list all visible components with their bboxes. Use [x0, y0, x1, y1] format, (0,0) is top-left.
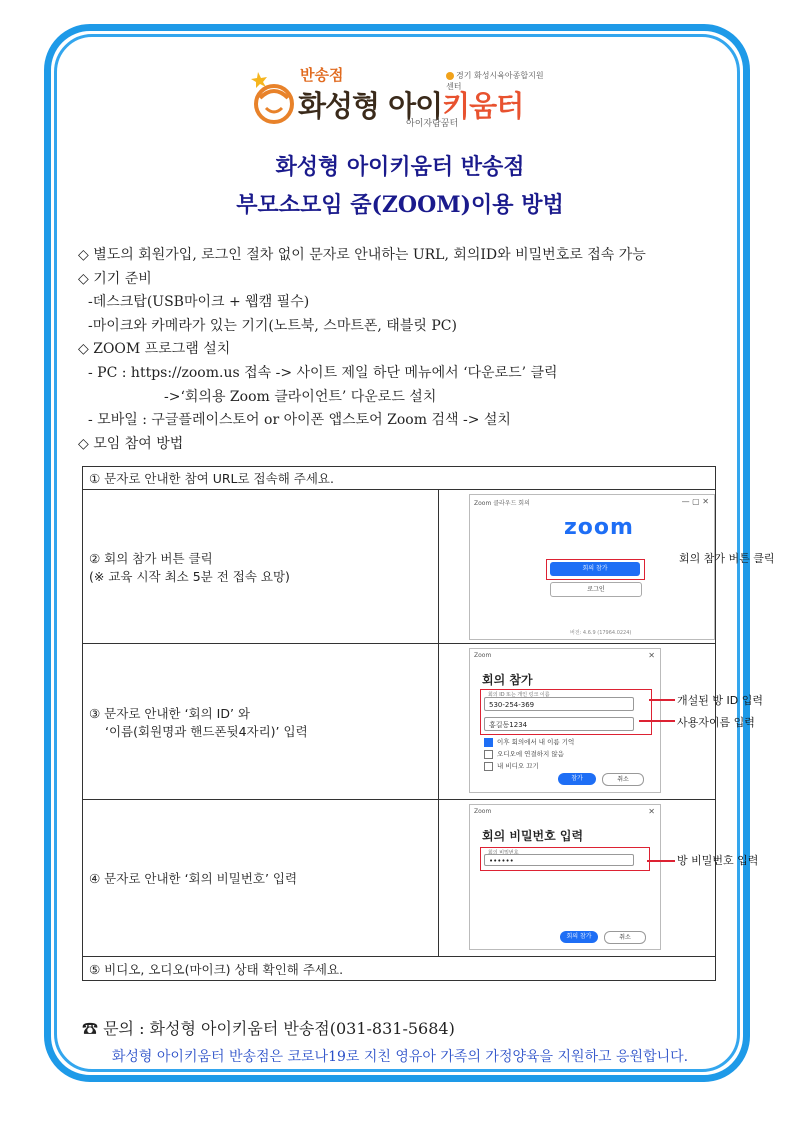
- arrow-icon: [647, 860, 675, 862]
- zoom-start-window: Zoom 클라우드 회의 — ▢ ✕ zoom 회의 참가 로그인 버전: 4.6.9 (17964.0224): [469, 494, 715, 640]
- contact-info: ☎ 문의 : 화성형 아이키움터 반송점(031-831-5684): [82, 1019, 455, 1038]
- page-subtitle: 부모소모임 줌(ZOOM)이용 방법: [236, 192, 564, 218]
- step-4-screenshot: [439, 800, 759, 957]
- cancel-button[interactable]: 취소: [604, 931, 646, 944]
- line-mobile-device: -마이크와 카메라가 있는 기기(노트북, 스마트폰, 태블릿 PC): [88, 317, 457, 334]
- center-name: 경기 화성시육아종합지원센터: [446, 71, 544, 91]
- step-row-5: [83, 957, 716, 981]
- step-5: ⑤ 비디오, 오디오(마이크) 상태 확인해 주세요.: [83, 957, 716, 981]
- zoom-logo: zoom: [564, 515, 634, 540]
- line-desktop: -데스크탑(USB마이크 + 웹캠 필수): [88, 294, 310, 311]
- cancel-button[interactable]: 취소: [602, 773, 644, 786]
- logo-sub: 아이자람꿈터: [406, 119, 459, 129]
- callout-id: 개설된 방 ID 입력: [677, 694, 763, 707]
- close-icon: ✕: [648, 807, 655, 816]
- line-install-heading: ◇ ZOOM 프로그램 설치: [78, 341, 231, 358]
- step-row-3: [83, 644, 716, 800]
- version-text: 버전: 4.6.9 (17964.0224): [570, 630, 632, 636]
- step-row-2: [83, 490, 716, 644]
- callout-password: 방 비밀번호 입력: [677, 854, 759, 867]
- step-4-text: ④ 문자로 안내한 ‘회의 비밀번호’ 입력: [83, 800, 439, 957]
- step-row-4: [83, 800, 716, 957]
- footer-message: 화성형 아이키움터 반송점은 코로나19로 지친 영유아 가족의 가정양육을 지원하고 응원합니다.: [111, 1049, 689, 1065]
- video-off-checkbox[interactable]: 내 비디오 끄기: [484, 761, 539, 771]
- step-3-screenshot: [439, 644, 763, 800]
- step-1: ① 문자로 안내한 참여 URL로 접속해 주세요.: [83, 467, 716, 490]
- callout-name: 사용자이름 입력: [677, 716, 755, 729]
- login-button[interactable]: 로그인: [550, 582, 642, 597]
- center-mark-icon: [446, 72, 454, 80]
- logo-branch: 반송점: [300, 66, 344, 84]
- close-icon: ✕: [648, 651, 655, 660]
- logo-name: 화성형 아이키움터: [298, 89, 524, 123]
- remember-name-checkbox[interactable]: 이후 회의에서 내 이름 기억: [484, 737, 574, 747]
- step-row-1: [83, 467, 716, 490]
- step-2-screenshot: [439, 490, 775, 644]
- child-face-icon: [250, 70, 296, 126]
- close-icon: — ▢ ✕: [681, 497, 709, 506]
- step-3-text: ③ 문자로 안내한 ‘회의 ID’ 와 ‘이름(회원명과 핸드폰뒷4자리)’ 입력: [83, 644, 439, 800]
- name-input[interactable]: 홍길동1234: [484, 717, 634, 731]
- line-pc-install: - PC : https://zoom.us 접속 -> 사이트 제일 하단 메뉴에서 ‘다운로드’ 클릭: [88, 364, 558, 381]
- line-join-heading: ◇ 모임 참여 방법: [78, 435, 184, 452]
- line-intro: ◇ 별도의 회원가입, 로그인 절차 없이 문자로 안내하는 URL, 회의ID와 비밀번호로 접속 가능: [78, 247, 646, 263]
- no-audio-checkbox[interactable]: 오디오에 연결하지 않음: [484, 749, 564, 759]
- zoom-password-window: Zoom ✕ 회의 비밀번호 입력 회의 비밀번호 •••••• 회의 참가 취소: [469, 804, 661, 950]
- join-meeting-button[interactable]: 회의 참가: [560, 931, 598, 943]
- join-button[interactable]: 참가: [558, 773, 596, 785]
- password-input[interactable]: ••••••: [484, 854, 634, 866]
- meeting-id-input[interactable]: 530-254-369: [484, 697, 634, 711]
- page-title: 화성형 아이키움터 반송점: [275, 154, 525, 180]
- center-logo: [248, 60, 548, 130]
- line-device-heading: ◇ 기기 준비: [78, 270, 152, 287]
- steps-table: [82, 466, 775, 981]
- step-2-text: ② 회의 참가 버튼 클릭 (※ 교육 시작 최소 5분 전 접속 요망): [83, 490, 439, 644]
- zoom-join-window: Zoom ✕ 회의 참가 회의 ID 또는 개인 링크 이름 530-254-369 홍길동1234 이후 회의에서 내 이름 기억 오디오에 연결하지 않음 내 비디오 끄기 참가 취소: [469, 648, 661, 793]
- join-meeting-button[interactable]: 회의 참가: [550, 562, 640, 576]
- instructions: [78, 244, 738, 456]
- callout-join: 회의 참가 버튼 클릭: [679, 552, 775, 565]
- arrow-icon: [649, 699, 675, 701]
- arrow-icon: [639, 720, 675, 722]
- line-pc-install-2: ->‘회의용 Zoom 클라이언트’ 다운로드 설치: [164, 388, 437, 405]
- line-mobile-install: - 모바일 : 구글플레이스토어 or 아이폰 앱스토어 Zoom 검색 -> 설치: [88, 412, 511, 429]
